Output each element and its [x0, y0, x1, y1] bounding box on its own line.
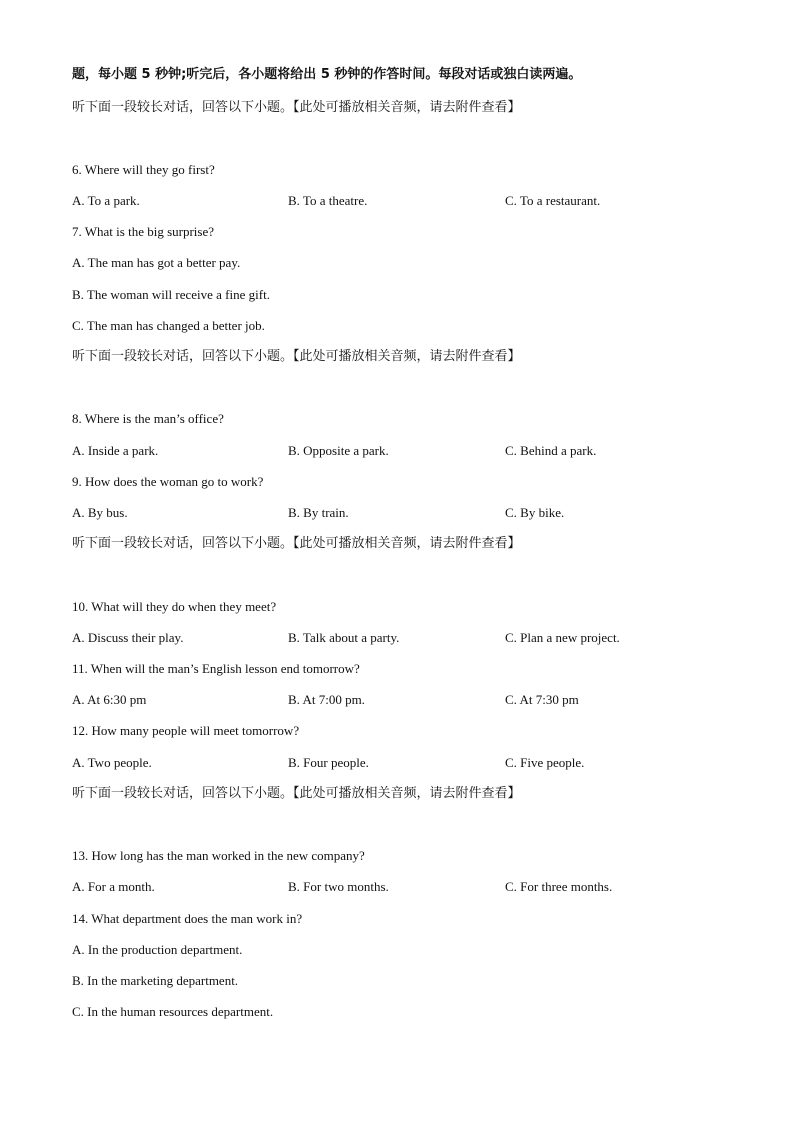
- options-10: [72, 629, 732, 647]
- section-instruction: 听下面一段较长对话，回答以下小题。【此处可播放相关音频，请去附件查看】: [72, 100, 521, 115]
- option-8b: B. Opposite a park.: [288, 443, 389, 458]
- option-6a: A. To a park.: [72, 193, 140, 208]
- header-instruction: 题，每小题 5 秒钟;听完后，各小题将给出 5 秒钟的作答时间。每段对话或独白读两遍。: [72, 67, 582, 82]
- question-6: 6. Where will they go first?: [72, 162, 215, 177]
- question-10: 10. What will they do when they meet?: [72, 599, 277, 614]
- option-13b: B. For two months.: [288, 879, 389, 894]
- option-10b: B. Talk about a party.: [288, 630, 400, 645]
- option-14b: B. In the marketing department.: [72, 973, 239, 988]
- question-8: 8. Where is the man’s office?: [72, 411, 224, 426]
- option-6c: C. To a restaurant.: [505, 193, 601, 208]
- option-11a: A. At 6:30 pm: [72, 692, 147, 707]
- section-instruction: 听下面一段较长对话，回答以下小题。【此处可播放相关音频，请去附件查看】: [72, 786, 521, 801]
- question-13: 13. How long has the man worked in the new company?: [72, 848, 365, 863]
- option-7c: C. The man has changed a better job.: [72, 318, 265, 333]
- option-12c: C. Five people.: [505, 755, 585, 770]
- option-14c: C. In the human resources department.: [72, 1004, 274, 1019]
- option-12b: B. Four people.: [288, 755, 369, 770]
- section-instruction: 听下面一段较长对话，回答以下小题。【此处可播放相关音频，请去附件查看】: [72, 349, 521, 364]
- option-14a: A. In the production department.: [72, 942, 243, 957]
- options-13: [72, 878, 732, 896]
- options-11: [72, 691, 732, 709]
- question-11: 11. When will the man’s English lesson end tomorrow?: [72, 661, 360, 676]
- option-7a: A. The man has got a better pay.: [72, 255, 241, 270]
- question-14: 14. What department does the man work in?: [72, 911, 303, 926]
- option-13c: C. For three months.: [505, 879, 613, 894]
- option-10c: C. Plan a new project.: [505, 630, 620, 645]
- options-12: [72, 754, 732, 772]
- question-9: 9. How does the woman go to work?: [72, 474, 264, 489]
- option-6b: B. To a theatre.: [288, 193, 368, 208]
- options-8: [72, 442, 732, 460]
- option-9a: A. By bus.: [72, 505, 128, 520]
- section-instruction: 听下面一段较长对话，回答以下小题。【此处可播放相关音频，请去附件查看】: [72, 536, 521, 551]
- option-10a: A. Discuss their play.: [72, 630, 184, 645]
- options-9: [72, 504, 732, 522]
- options-6: [72, 192, 732, 210]
- option-13a: A. For a month.: [72, 879, 155, 894]
- option-7b: B. The woman will receive a fine gift.: [72, 287, 270, 302]
- option-11b: B. At 7:00 pm.: [288, 692, 365, 707]
- question-7: 7. What is the big surprise?: [72, 224, 215, 239]
- option-8c: C. Behind a park.: [505, 443, 597, 458]
- option-11c: C. At 7:30 pm: [505, 692, 579, 707]
- option-12a: A. Two people.: [72, 755, 152, 770]
- question-12: 12. How many people will meet tomorrow?: [72, 723, 300, 738]
- option-9b: B. By train.: [288, 505, 349, 520]
- option-8a: A. Inside a park.: [72, 443, 159, 458]
- option-9c: C. By bike.: [505, 505, 565, 520]
